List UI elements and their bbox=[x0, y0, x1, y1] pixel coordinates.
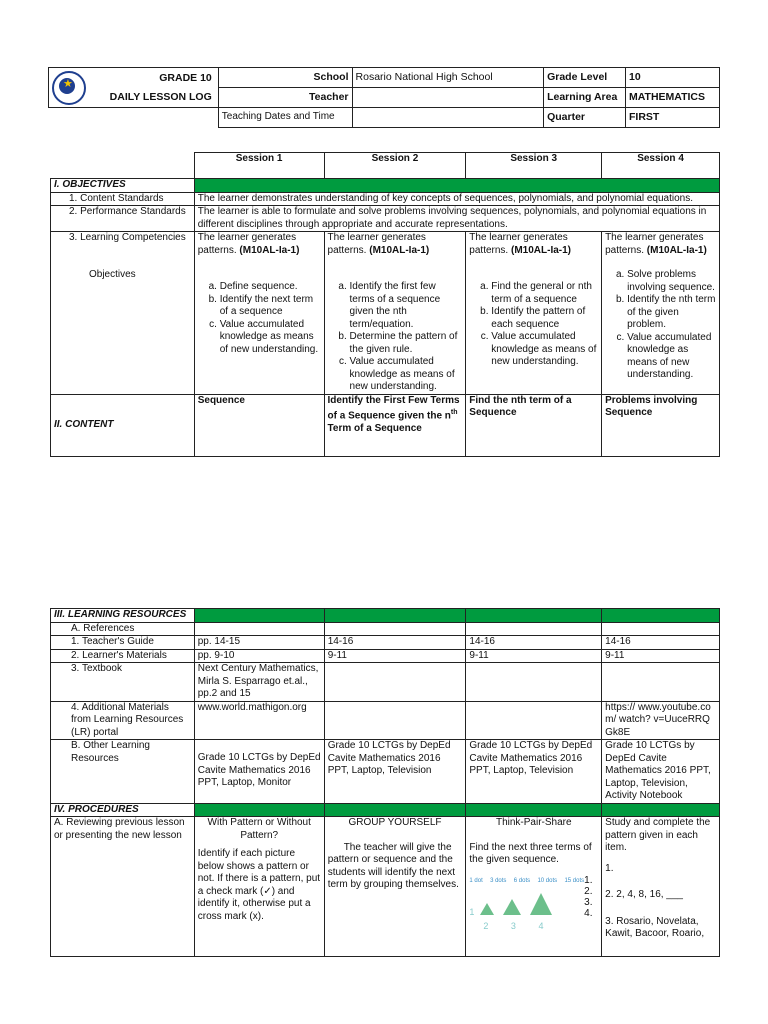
content-session-3: Find the nth term of a Sequence bbox=[466, 394, 602, 456]
learning-area-value: MATHEMATICS bbox=[626, 88, 720, 108]
grade-level-label: Grade Level bbox=[544, 68, 626, 88]
additional-session-1: www.world.mathigon.org bbox=[194, 701, 324, 740]
triangle-icon bbox=[530, 893, 552, 915]
quarter-value: FIRST bbox=[626, 108, 720, 128]
content-heading: II. CONTENT bbox=[51, 394, 195, 456]
list-item: b. Identify the next term of a sequence bbox=[220, 294, 321, 319]
textbook-session-1: Next Century Mathematics, Mirla S. Esparrago et.al., pp.2 and 15 bbox=[194, 663, 324, 702]
procedure-a-session-3 bbox=[466, 817, 602, 957]
dates-value bbox=[352, 108, 544, 128]
triangle-icon bbox=[503, 899, 521, 915]
list-item: c. Value accumulated knowledge as means of new understanding. bbox=[627, 332, 716, 382]
session-3-activity-text: Find the next three terms of the given sequence. bbox=[469, 841, 592, 865]
procedure-a-label: A. Reviewing previous lesson or presenting the new lesson bbox=[51, 817, 195, 957]
table-cell: pp. 9-10 bbox=[194, 649, 324, 663]
log-title: DAILY LESSON LOG bbox=[109, 90, 212, 103]
header-logo-cell bbox=[49, 68, 219, 108]
additional-materials-label: 4. Additional Materials from Learning Resources (LR) portal bbox=[51, 701, 195, 740]
performance-standards-label: 2. Performance Standards bbox=[51, 206, 195, 232]
references-label: A. References bbox=[51, 622, 195, 636]
session-2-activity-text: The teacher will give the pattern or sequence and the students will identify the next term by grouping themselves. bbox=[327, 841, 459, 890]
header-table bbox=[48, 67, 720, 128]
table-cell: 14-16 bbox=[602, 636, 720, 650]
quarter-label: Quarter bbox=[544, 108, 626, 128]
session-2-header: Session 2 bbox=[324, 153, 466, 179]
teacher-label: Teacher bbox=[218, 88, 352, 108]
table-cell: pp. 14-15 bbox=[194, 636, 324, 650]
content-standards-text: The learner demonstrates understanding of key concepts of sequences, polynomials, and polynomial equations. bbox=[194, 192, 719, 206]
other-session-4: Grade 10 LCTGs by DepEd Cavite Mathematics 2016 PPT, Laptop, Television, Activity Notebook bbox=[602, 740, 720, 804]
session-2-objectives: The learner generates patterns. (M10AL-Ia-1) a. Identify the first few terms of a sequence given the nth term/equation. b. Determine the pattern of the given rule. c. Value accumulated knowledge as means of new understanding. bbox=[324, 232, 466, 395]
other-session-2: Grade 10 LCTGs by DepEd Cavite Mathematics 2016 PPT, Laptop, Television bbox=[324, 740, 466, 804]
session-1-objectives: The learner generates patterns. (M10AL-Ia-1) a. Define sequence. b. Identify the next term of a sequence c. Value accumulated knowledge as means of new understanding. bbox=[194, 232, 324, 395]
triangle-dot-pattern: 1 dot 3 dots 6 dots 10 dots 15 dots 1 2 3 4 1. 2. 3. 4. bbox=[469, 874, 593, 931]
list-item: a. Solve problems involving sequence. bbox=[627, 269, 716, 294]
session-4-header: Session 4 bbox=[602, 153, 720, 179]
table-cell: 9-11 bbox=[324, 649, 466, 663]
list-item: b. Identify the nth term of the given problem. bbox=[627, 294, 716, 332]
content-session-1: Sequence bbox=[194, 394, 324, 456]
session-1-header: Session 1 bbox=[194, 153, 324, 179]
session-1-activity-text: Identify if each picture below shows a pattern or not. If there is a pattern, put a check mark (✓) and identify it, otherwise put a cross mark (x). bbox=[197, 848, 321, 922]
objectives-heading: I. OBJECTIVES bbox=[51, 179, 195, 193]
dates-label: Teaching Dates and Time bbox=[218, 108, 352, 128]
table-cell: 9-11 bbox=[602, 649, 720, 663]
learners-materials-label: 2. Learner's Materials bbox=[51, 649, 195, 663]
additional-session-4: https:// www.youtube.com/ watch? v=UuceRRQGk8E bbox=[602, 701, 720, 740]
learning-area-label: Learning Area bbox=[544, 88, 626, 108]
session-4-objective-list bbox=[605, 269, 716, 382]
session-3-activity-title: Think-Pair-Share bbox=[495, 817, 572, 828]
session-3-header: Session 3 bbox=[466, 153, 602, 179]
resources-heading: III. LEARNING RESOURCES bbox=[51, 609, 195, 623]
competencies-label: 3. Learning Competencies bbox=[69, 232, 186, 243]
list-item: 1. bbox=[605, 862, 614, 874]
table-cell: 9-11 bbox=[466, 649, 602, 663]
list-item: c. Value accumulated knowledge as means of new understanding. bbox=[220, 319, 321, 357]
procedure-a-session-4 bbox=[602, 817, 720, 957]
school-value: Rosario National High School bbox=[352, 68, 544, 88]
session-1-activity-title: With Pattern or Without Pattern? bbox=[207, 817, 311, 841]
content-session-4: Problems involving Sequence bbox=[602, 394, 720, 456]
performance-standards-text: The learner is able to formulate and solve problems involving sequences, polynomials, and polynomial equations in different disciplines through appropriate and accurate representations. bbox=[194, 206, 719, 232]
procedure-a-session-2 bbox=[324, 817, 466, 957]
session-2-objective-list bbox=[328, 281, 463, 394]
content-standards-label: 1. Content Standards bbox=[51, 192, 195, 206]
list-item: a. Identify the first few terms of a sequence given the nth term/equation. bbox=[350, 281, 463, 331]
table-cell: 14-16 bbox=[466, 636, 602, 650]
triangle-icon bbox=[480, 903, 494, 915]
other-resources-label: B. Other Learning Resources bbox=[51, 740, 195, 804]
other-session-3: Grade 10 LCTGs by DepEd Cavite Mathematics 2016 PPT, Laptop, Television bbox=[466, 740, 602, 804]
teacher-value bbox=[352, 88, 544, 108]
list-item: b. Determine the pattern of the given rule. bbox=[350, 331, 463, 356]
objectives-table bbox=[50, 152, 720, 457]
session-3-objective-list bbox=[469, 281, 598, 369]
content-session-2: Identify the First Few Terms of a Sequence given the $n^{th}$ Term of a Sequence bbox=[324, 394, 466, 456]
resources-table bbox=[50, 608, 720, 957]
procedure-a-session-1 bbox=[194, 817, 324, 957]
session-1-objective-list bbox=[198, 281, 321, 356]
session-4-activity-text: Study and complete the pattern given in each item. bbox=[605, 817, 711, 853]
session-4-objectives: The learner generates patterns. (M10AL-Ia-1) a. Solve problems involving sequence. b. Identify the nth term of the given problem. c. Value accumulated knowledge as means of new understanding. bbox=[602, 232, 720, 395]
other-session-1: Grade 10 LCTGs by DepEd Cavite Mathematics 2016 PPT, Laptop, Monitor bbox=[194, 740, 324, 804]
list-item: 2. 2, 4, 8, 16, ___ bbox=[605, 889, 683, 900]
table-cell: 14-16 bbox=[324, 636, 466, 650]
list-item: a. Define sequence. bbox=[220, 281, 321, 294]
deped-seal-icon: ★ bbox=[52, 71, 86, 105]
grade-level-value: 10 bbox=[626, 68, 720, 88]
objectives-green-bar bbox=[194, 179, 719, 193]
list-item: c. Value accumulated knowledge as means of new understanding. bbox=[350, 356, 463, 394]
list-item: a. Find the general or nth term of a sequence bbox=[491, 281, 598, 306]
objectives-label: Objectives bbox=[89, 268, 136, 280]
session-3-objectives: The learner generates patterns. (M10AL-Ia-1) a. Find the general or nth term of a sequence b. Identify the pattern of each sequence c. Value accumulated knowledge as means of new understanding. bbox=[466, 232, 602, 395]
teachers-guide-label: 1. Teacher's Guide bbox=[51, 636, 195, 650]
procedures-heading: IV. PROCEDURES bbox=[51, 803, 195, 817]
list-item: 3. Rosario, Novelata, Kawit, Bacoor, Roario, bbox=[605, 915, 705, 939]
grade-title: GRADE 10 bbox=[159, 72, 212, 84]
school-label: School bbox=[218, 68, 352, 88]
list-item: c. Value accumulated knowledge as means of new understanding. bbox=[491, 331, 598, 369]
session-2-activity-title: GROUP YOURSELF bbox=[348, 817, 442, 828]
list-item: b. Identify the pattern of each sequence bbox=[491, 306, 598, 331]
textbook-label: 3. Textbook bbox=[51, 663, 195, 702]
